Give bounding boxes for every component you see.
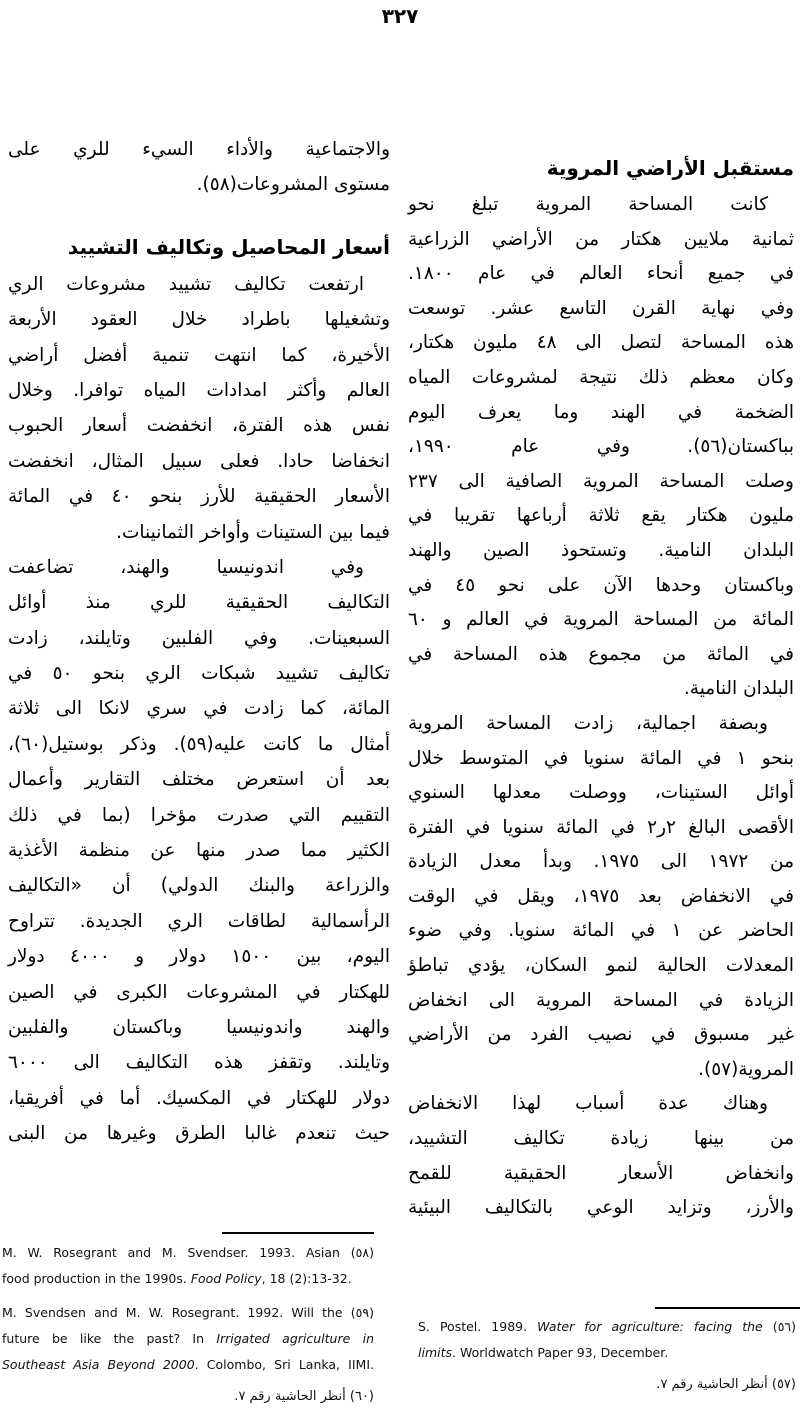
footnote-separator-left — [222, 1232, 374, 1234]
text-line: للهكتار في المشروعات الكبرى في الصين — [8, 981, 390, 1003]
text-line: بنحو ١ في المائة سنويا في المتوسط خلال — [408, 747, 794, 769]
section-heading-irrigated-lands: مستقبل الأراضي المروية — [546, 156, 794, 180]
text-line: من ١٩٧٢ الى ١٩٧٥. وبدأ معدل الزيادة — [408, 851, 794, 873]
fn-text: food production in the 1990s. — [2, 1271, 191, 1286]
footnote-57: (٥٧) أنظر الحاشية رقم ٧. — [656, 1377, 796, 1392]
text-line: انخفاضا حادا. فعلى سبيل المثال، انخفضت — [8, 450, 390, 472]
text-line: تكاليف تشييد شبكات الري بنحو ٥٠ في — [8, 663, 390, 685]
text-line: أمثال ما كانت عليه(٥٩). وذكر بوستيل(٦٠)، — [8, 733, 390, 755]
footnote-59-line3 — [2, 1352, 374, 1378]
text-line: والأرز، وتزايد الوعي بالتكاليف البيئية — [408, 1197, 794, 1219]
footnote-56-line2 — [418, 1340, 796, 1366]
right-column — [408, 148, 794, 1226]
section-heading-crop-prices: أسعار المحاصيل وتكاليف التشييد — [67, 234, 390, 259]
text-line: وهناك عدة أسباب لهذا الانخفاض — [408, 1093, 768, 1115]
footnote-59-line1: M. Svendsen and M. W. Rosegrant. 1992. Will the (٥٩) — [2, 1305, 374, 1320]
text-line: والاجتماعية والأداء السيء للري على — [8, 139, 390, 160]
text-line: وفي نهاية القرن التاسع عشر. توسعت — [408, 297, 794, 319]
footnote-56-line1 — [418, 1314, 796, 1340]
fn-journal: Food Policy — [190, 1271, 262, 1286]
fn-number: (٥٦) — [762, 1319, 797, 1334]
text-line: الأخيرة، كما انتهت تنمية أفضل أراضي — [8, 344, 390, 366]
text-line: وباكستان وحدها الآن على نحو ٤٥ في — [408, 574, 794, 596]
text-line: ارتفعت تكاليف تشييد مشروعات الري — [8, 273, 364, 295]
text-line: وصلت المساحة المروية الصافية الى ٢٣٧ — [408, 470, 794, 492]
text-line: البلدان النامية. — [683, 678, 794, 700]
text-line: الحاضر عن ١ في المائة سنويا. وفي ضوء — [408, 920, 794, 942]
text-line: في المائة من مجموع هذه المساحة في — [408, 643, 794, 665]
text-line: المروية(٥٧). — [698, 1058, 794, 1080]
text-line: والهند واندونيسيا وباكستان والفلبين — [8, 1016, 390, 1038]
page-number: ٣٢٧ — [381, 4, 419, 28]
footnotes-right — [418, 1314, 796, 1398]
text-line: في الانخفاض بعد ١٩٧٥، ويقل في الوقت — [408, 885, 794, 907]
fn-title: limits — [418, 1345, 453, 1360]
fn-text: future be like the past? In — [2, 1331, 217, 1346]
text-line: فيما بين الستينات وأواخر الثمانينات. — [116, 521, 390, 543]
footnote-58-line1: M. W. Rosegrant and M. Svendser. 1993. Asian (٥٨) — [2, 1245, 374, 1260]
text-line: وفي اندونيسيا والهند، تضاعفت — [8, 556, 364, 578]
footnotes-left — [2, 1240, 374, 1410]
left-column-body — [8, 267, 390, 1152]
text-line: في جميع أنحاء العالم في عام ١٨٠٠. — [408, 263, 794, 285]
text-line: وكان معظم ذلك نتيجة لمشروعات المياه — [408, 366, 794, 388]
fn-title: Southeast Asia Beyond 2000 — [2, 1357, 195, 1372]
text-line: الكثير مما صدر منها عن منظمة الأغذية — [8, 840, 390, 862]
text-line: غير مسبوق في نصيب الفرد من الأراضي — [408, 1024, 794, 1046]
fn-text: . Colombo, Sri Lanka, IIMI. — [194, 1357, 374, 1372]
text-line: نفس هذه الفترة، انخفضت أسعار الحبوب — [8, 415, 390, 437]
fn-text: , 18 (2):13-32. — [261, 1271, 352, 1286]
text-line: وتشغيلها باطراد خلال العقود الأربعة — [8, 309, 390, 331]
text-line: هذه المساحة لتصل الى ٤٨ مليون هكتار، — [408, 332, 794, 354]
text-line: الأسعار الحقيقية للأرز بنحو ٤٠ في المائة — [8, 486, 390, 508]
text-line: الزيادة في المساحة المروية الى انخفاض — [408, 989, 794, 1011]
text-line: من بينها زيادة تكاليف التشييد، — [408, 1128, 794, 1150]
text-line: وتايلند. وتقفز هذه التكاليف الى ٦٠٠٠ — [8, 1052, 390, 1074]
text-line: حيث تنعدم غالبا الطرق وغيرها من البنى — [8, 1123, 390, 1145]
text-line: المائة، كما زادت في سري لانكا الى ثلاثة — [8, 698, 390, 720]
text-line: اليوم، بين ١٥٠٠ دولار و ٤٠٠٠ دولار — [8, 946, 391, 968]
text-line: السبعينات. وفي الفلبين وتايلند، زادت — [8, 627, 390, 649]
text-line: ثمانية ملايين هكتار من الأراضي الزراعية — [408, 228, 794, 250]
text-line: العالم وأكثر امدادات المياه توافرا. وخلال — [8, 379, 390, 401]
text-line: مستوى المشروعات(٥٨). — [196, 174, 390, 196]
text-line: بعد أن استعرض مختلف التقارير وأعمال — [8, 769, 390, 791]
text-line: أوائل الستينات، ووصلت معدلها السنوي — [408, 782, 794, 804]
text-line: المعدلات الحالية لنمو السكان، يؤدي تباطؤ — [408, 955, 794, 977]
text-line: الضخمة في الهند وما يعرف اليوم — [408, 401, 794, 423]
text-line: البلدان النامية. وتستحوذ الصين والهند — [408, 539, 794, 561]
left-column-continuation — [8, 132, 390, 203]
fn-text: . Worldwatch Paper 93, December. — [452, 1345, 669, 1360]
text-line: المائة من المساحة المروية في العالم و ٦٠ — [408, 609, 794, 631]
footnote-60: (٦٠) أنظر الحاشية رقم ٧. — [234, 1389, 374, 1404]
text-line: وبصفة اجمالية، زادت المساحة المروية — [408, 712, 768, 734]
text-line: الأقصى البالغ ٢ر٢ في المائة سنويا في الفترة — [408, 816, 794, 838]
text-line: بباكستان(٥٦). وفي عام ١٩٩٠، — [408, 436, 794, 458]
footnote-59-line2 — [2, 1326, 374, 1352]
footnote-separator-right — [655, 1307, 800, 1309]
text-line: دولار للهكتار في المكسيك. أما في أفريقيا، — [8, 1087, 390, 1109]
fn-title: Water for agriculture: facing the — [537, 1319, 763, 1334]
text-line: التكاليف الحقيقية للري منذ أوائل — [8, 592, 390, 614]
fn-title: Irrigated agriculture in — [216, 1331, 374, 1346]
text-line: التقييم التي صدرت مؤخرا (بما في ذلك — [8, 804, 390, 826]
text-line: مليون هكتار يقع ثلاثة أرباعها تقريبا في — [408, 505, 794, 527]
footnote-58-line2 — [2, 1266, 374, 1292]
text-line: الرأسمالية لطاقات الري الجديدة. تتراوح — [8, 910, 390, 932]
text-line: كانت المساحة المروية تبلغ نحو — [408, 194, 768, 215]
text-line: والزراعة والبنك الدولي) أن «التكاليف — [8, 875, 390, 897]
left-column — [8, 132, 390, 1152]
fn-text: S. Postel. 1989. — [418, 1319, 538, 1334]
right-column-body — [408, 188, 794, 1226]
text-line: وانخفاض الأسعار الحقيقية للقمح — [408, 1162, 794, 1184]
